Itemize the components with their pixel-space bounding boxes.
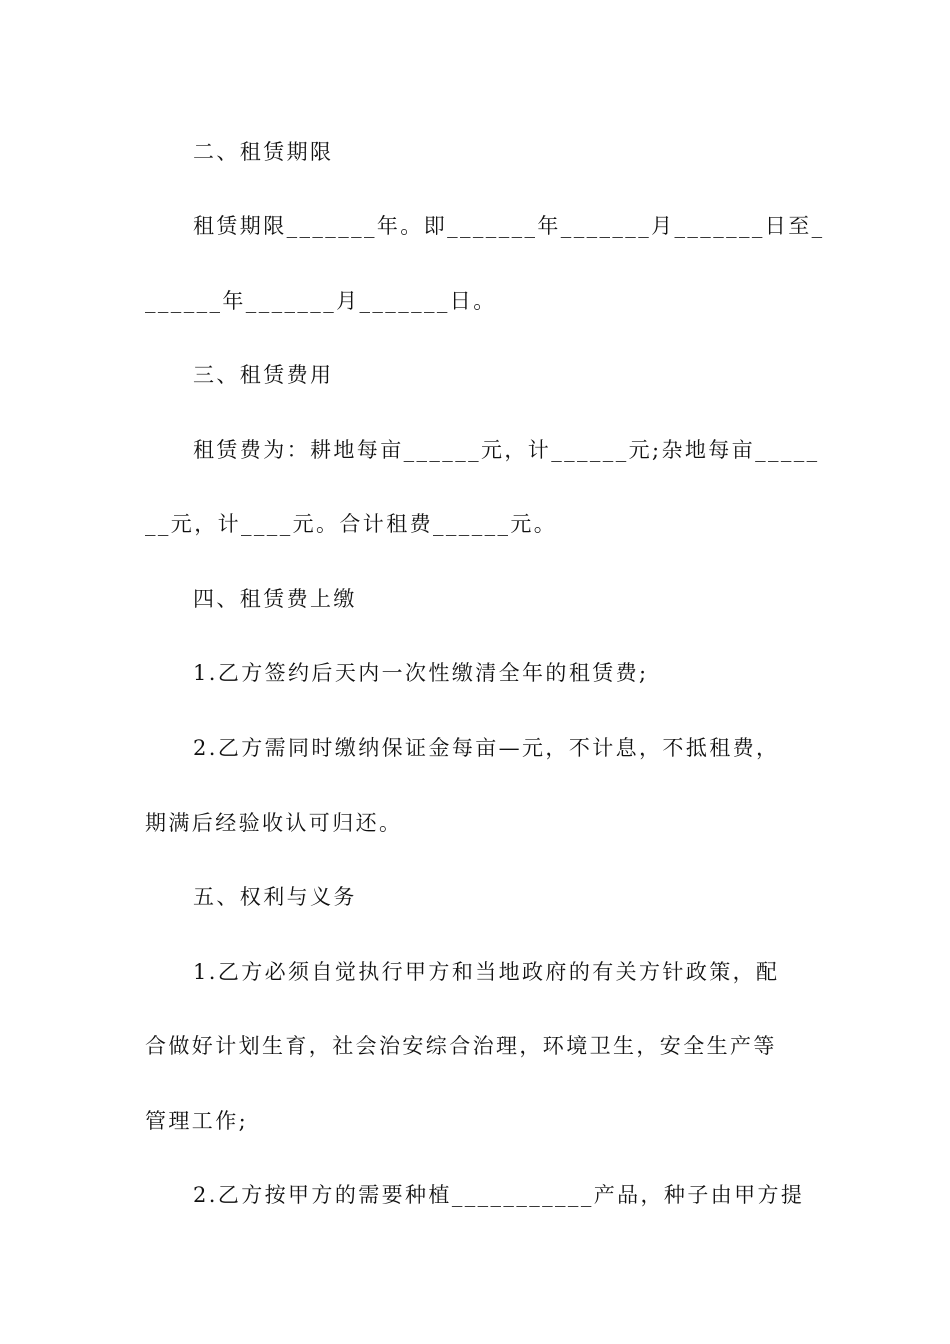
paragraph-line: 2.乙方按甲方的需要种植___________产品，种子由甲方提 [193, 1183, 805, 1207]
paragraph-line: ______年_______月_______日。 [145, 289, 497, 313]
paragraph-line: 2.乙方需同时缴纳保证金每亩—元，不计息，不抵租费， [193, 736, 780, 760]
section-heading-fee-payment: 四、租赁费上缴 [193, 587, 357, 611]
section-heading-lease-fee: 三、租赁费用 [193, 363, 334, 387]
paragraph-line: 租赁期限_______年。即_______年_______月_______日至_ [193, 214, 825, 238]
paragraph-line: 合做好计划生育，社会治安综合治理，环境卫生，安全生产等 [145, 1034, 777, 1058]
paragraph-line: 1.乙方必须自觉执行甲方和当地政府的有关方针政策，配 [193, 960, 780, 984]
paragraph-line: 租赁费为：耕地每亩______元，计______元;杂地每亩_____ [193, 438, 820, 462]
paragraph-line: __元，计____元。合计租费______元。 [145, 512, 558, 536]
section-heading-rights-duties: 五、权利与义务 [193, 885, 357, 909]
paragraph-line: 1.乙方签约后天内一次性缴清全年的租赁费; [193, 661, 649, 685]
paragraph-line: 期满后经验收认可归还。 [145, 811, 403, 835]
paragraph-line: 管理工作; [145, 1109, 249, 1133]
section-heading-lease-term: 二、租赁期限 [193, 140, 334, 164]
